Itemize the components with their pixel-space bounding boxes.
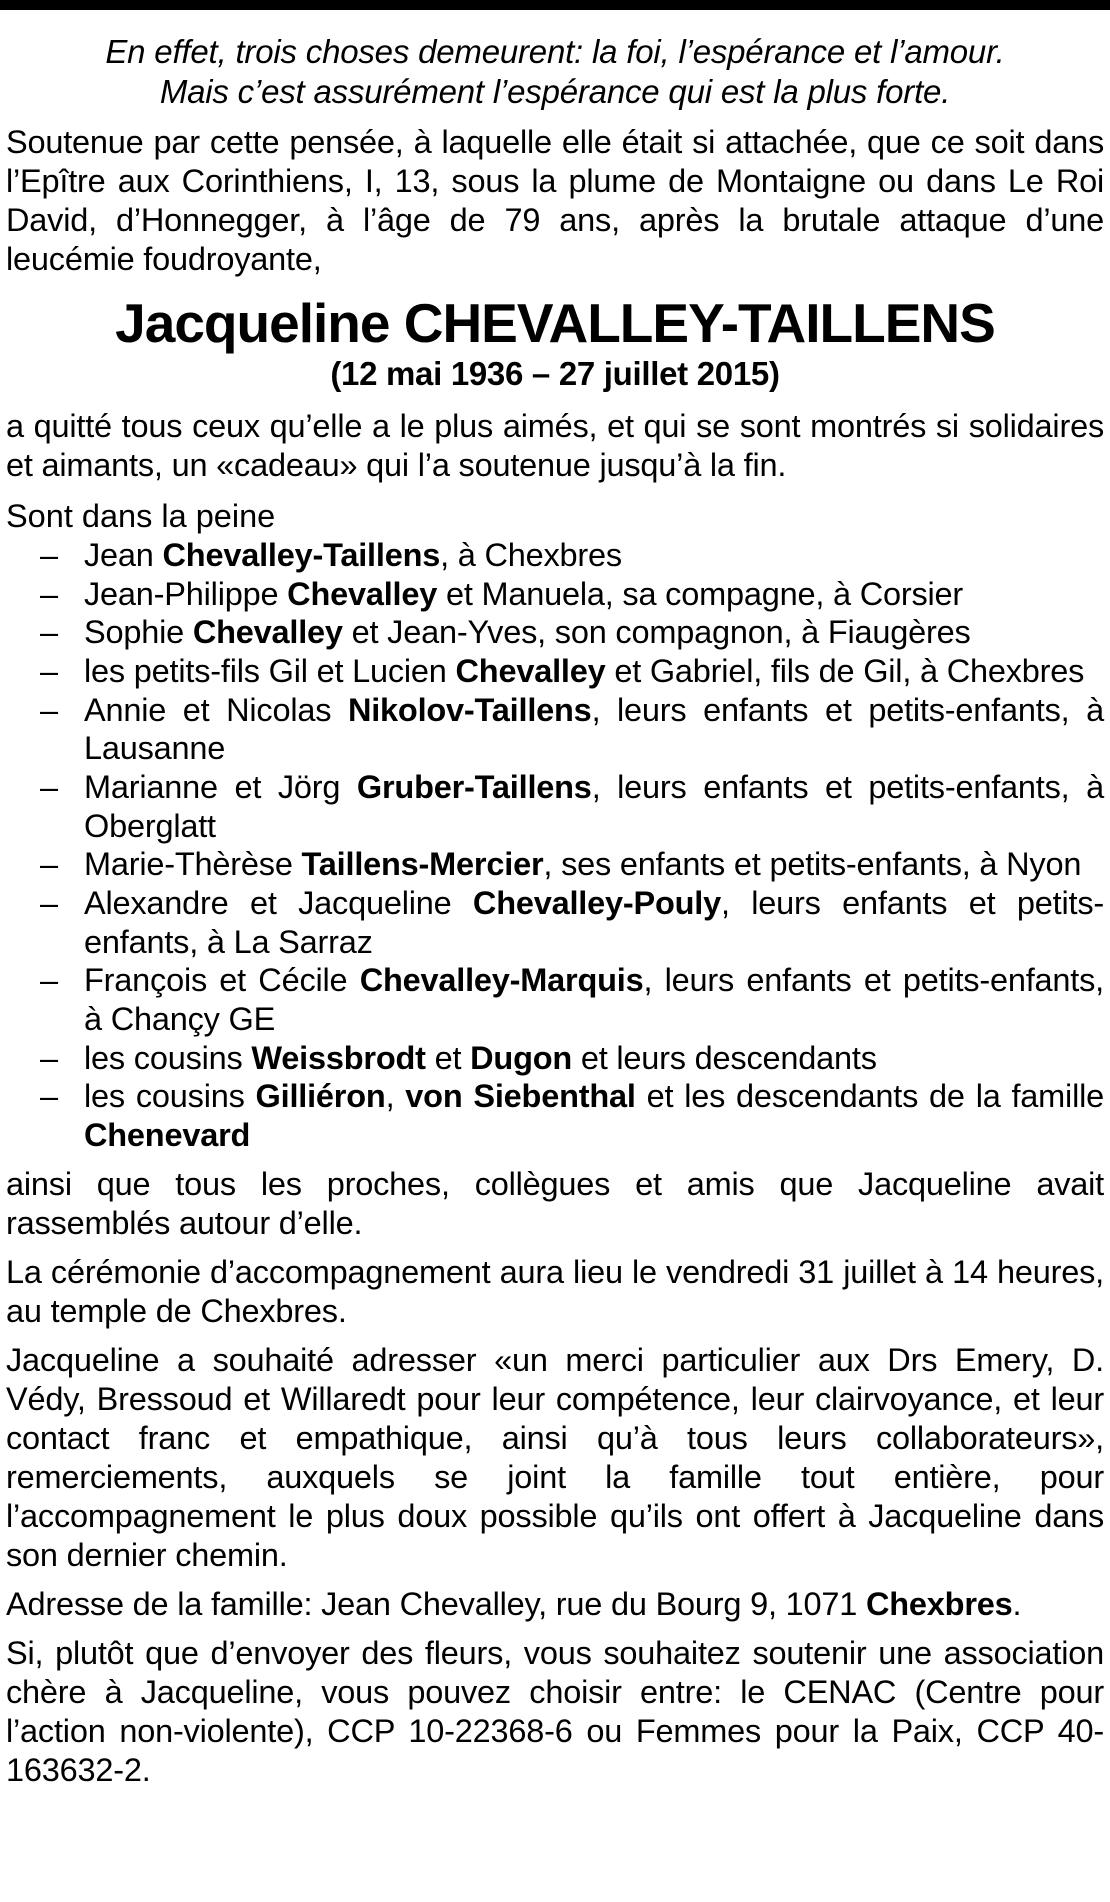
list-dash: – <box>40 537 58 573</box>
mourner-post: et leurs descendants <box>572 1039 877 1076</box>
mourner-surname: Chevalley <box>192 614 343 651</box>
address-post: . <box>1012 1585 1022 1622</box>
thanks-paragraph: Jacqueline a souhaité adresser «un merci particulier aux Drs Emery, D. Védy, Bressoud et Willaredt pour leur compétence, leur clairvoyance, et leur contact franc et empathique, ainsi qu’à tous leurs collaborateurs», remerciements, auxquels se joint la famille tout entière, pour l’accompagnement le plus doux possible qu’ils ont offert à Jacqueline dans son dernier chemin. <box>6 1341 1104 1573</box>
mourner-surname: Chevalley-Pouly <box>472 885 721 922</box>
mourner-mid: et <box>425 1039 471 1076</box>
mourner-pre: les cousins <box>84 1078 256 1115</box>
list-item <box>6 961 1104 1038</box>
address-city: Chexbres <box>866 1585 1013 1622</box>
mourner-post: , ses enfants et petits-enfants, à Nyon <box>543 846 1082 883</box>
epigraph-line-1: En effet, trois choses demeurent: la foi, l’espérance et l’amour. <box>105 33 1005 70</box>
list-item <box>6 768 1104 845</box>
mourner-pre: François et Cécile <box>84 962 360 999</box>
mourner-pre: Annie et Nicolas <box>84 691 348 728</box>
mourner-surname-3: Chenevard <box>84 1117 251 1154</box>
mourner-surname: Chevalley <box>287 575 438 612</box>
list-dash: – <box>40 653 58 690</box>
closing-paragraph: ainsi que tous les proches, collègues et amis que Jacqueline avait rassemblés autour d’elle. <box>6 1165 1104 1241</box>
mourner-surname: Gilliéron <box>255 1078 386 1115</box>
mourner-post: et Manuela, sa compagne, à Corsier <box>437 575 964 612</box>
mourner-surname: Taillens-Mercier <box>301 846 544 883</box>
list-dash: – <box>40 962 58 999</box>
mourner-pre: Marie-Thèrèse <box>84 846 302 883</box>
list-dash: – <box>40 1039 58 1076</box>
list-item <box>6 536 1104 575</box>
intro-paragraph: Soutenue par cette pensée, à laquelle elle était si attachée, que ce soit dans l’Epître aux Corinthiens, I, 13, sous la plume de Montaigne ou dans Le Roi David, d’Honnegger, à l’âge de 79 ans, après la brutale attaque d’une leucémie foudroyante, <box>6 123 1104 277</box>
list-item <box>6 691 1104 768</box>
mourner-surname: Chevalley-Marquis <box>359 962 644 999</box>
list-dash: – <box>40 885 58 922</box>
mourner-surname: Gruber-Taillens <box>356 769 592 806</box>
mourner-mid: , <box>385 1078 406 1115</box>
list-item <box>6 652 1104 691</box>
list-dash: – <box>40 1078 58 1115</box>
list-dash: – <box>40 846 58 883</box>
mourner-post: et Jean-Yves, son compagnon, à Fiaugères <box>342 614 971 651</box>
mourner-surname: Weissbrodt <box>251 1039 426 1076</box>
address-pre: Adresse de la famille: Jean Chevalley, rue du Bourg 9, 1071 <box>6 1585 866 1622</box>
mourners-list <box>6 536 1104 1155</box>
list-item <box>6 1039 1104 1078</box>
mourner-surname-2: Dugon <box>470 1039 573 1076</box>
mourner-post: , leurs enfants et petits-enfants, à Chançy GE <box>84 962 1104 1038</box>
after-name-paragraph: a quitté tous ceux qu’elle a le plus aimés, et qui se sont montrés si solidaires et aimants, un «cadeau» qui l’a soutenue jusqu’à la fin. <box>6 408 1104 483</box>
epigraph <box>6 32 1104 113</box>
deceased-dates: (12 mai 1936 – 27 juillet 2015) <box>330 355 780 392</box>
family-address <box>6 1585 1104 1624</box>
mourners-heading: Sont dans la peine <box>6 498 276 534</box>
mourner-surname: Nikolov-Taillens <box>347 691 592 728</box>
list-item <box>6 613 1104 652</box>
list-item <box>6 845 1104 884</box>
mourner-pre: les petits-fils Gil et Lucien <box>84 653 456 690</box>
mourner-pre: les cousins <box>84 1039 252 1076</box>
top-rule-divider <box>0 0 1110 10</box>
deceased-name: Jacqueline CHEVALLEY-TAILLENS <box>115 291 995 354</box>
list-dash: – <box>40 691 58 728</box>
list-dash: – <box>40 769 58 806</box>
list-item <box>6 884 1104 961</box>
mourner-post: , leurs enfants et petits-enfants, à Oberglatt <box>84 769 1104 844</box>
mourner-post: et les descendants de la famille <box>635 1078 1104 1115</box>
mourner-pre: Jean <box>84 537 163 573</box>
ceremony-paragraph: La cérémonie d’accompagnement aura lieu le vendredi 31 juillet à 14 heures, au temple de Chexbres. <box>6 1253 1104 1329</box>
list-dash: – <box>40 575 58 612</box>
mourner-post: , à Chexbres <box>440 537 622 573</box>
epigraph-line-2: Mais c’est assurément l’espérance qui est la plus forte. <box>159 73 951 111</box>
list-dash: – <box>40 614 58 651</box>
mourner-surname: Chevalley-Taillens <box>162 537 441 573</box>
list-item <box>6 1077 1104 1154</box>
mourner-pre: Jean-Philippe <box>84 575 288 612</box>
notice-content <box>0 10 1110 1810</box>
list-item <box>6 575 1104 614</box>
mourner-post: et Gabriel, fils de Gil, à Chexbres <box>605 653 1085 690</box>
mourner-post: , leurs enfants et petits-enfants, à La Sarraz <box>84 885 1104 960</box>
mourner-pre: Alexandre et Jacqueline <box>84 885 473 922</box>
mourner-surname-2: von Siebenthal <box>405 1078 636 1115</box>
mourner-pre: Marianne et Jörg <box>84 769 357 806</box>
mourner-post: , leurs enfants et petits-enfants, à Lausanne <box>84 691 1104 767</box>
donations-paragraph: Si, plutôt que d’envoyer des fleurs, vous souhaitez soutenir une association chère à Jacqueline, vous pouvez choisir entre: le CENAC (Centre pour l’action non-violente), CCP 10-22368-6 ou Femmes pour la Paix, CCP 40-163632-2. <box>6 1634 1104 1788</box>
mourner-pre: Sophie <box>84 614 193 651</box>
mourner-surname: Chevalley <box>455 653 606 690</box>
